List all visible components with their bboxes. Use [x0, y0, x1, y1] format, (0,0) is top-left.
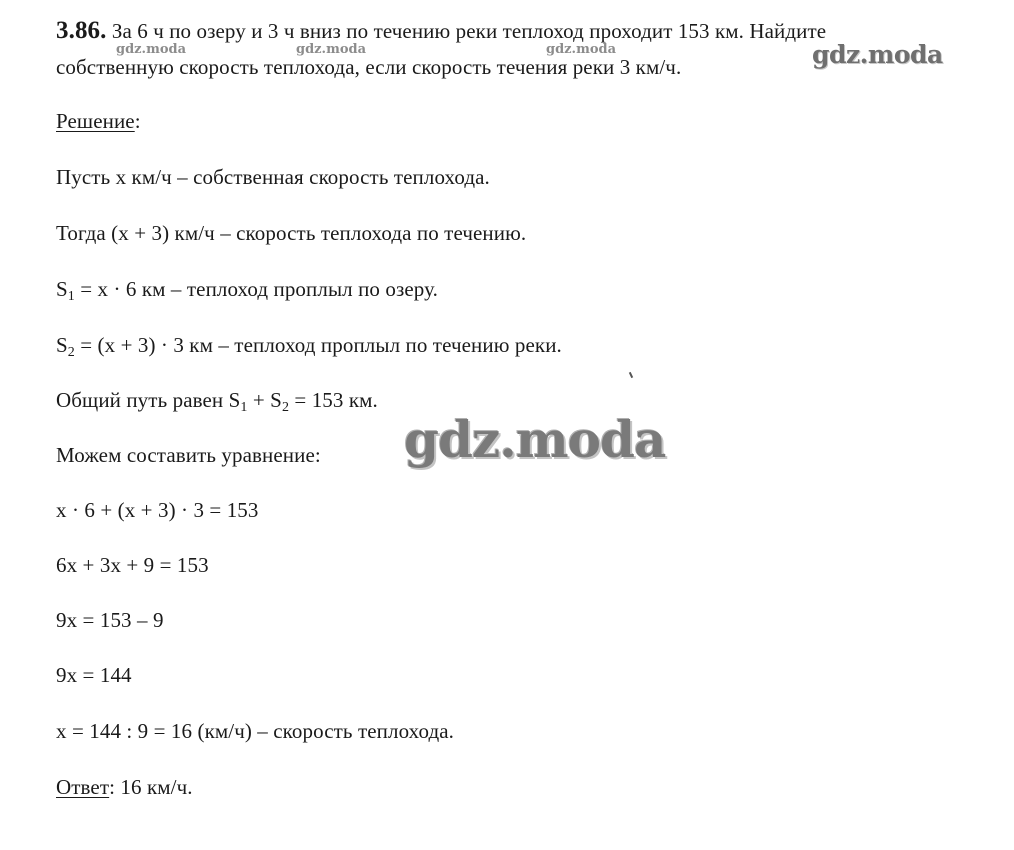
- scan-speck: [629, 372, 633, 378]
- answer-line: [56, 774, 193, 800]
- solution-heading: [56, 108, 141, 134]
- problem-text-1: За 6 ч по озеру и 3 ч вниз по течению реки теплоход проходит 153 км. Найдите: [111, 19, 827, 43]
- problem-text-2: собственную скорость теплохода, если скорость течения реки 3 км/ч.: [56, 55, 682, 79]
- s1-rest: = х · 6 км – теплоход проплыл по озеру.: [74, 277, 438, 301]
- s2-index: 2: [67, 345, 75, 360]
- solution-line-then: Тогда (х + 3) км/ч – скорость теплохода по течению.: [56, 221, 527, 245]
- total-index-2: 2: [281, 400, 290, 415]
- s2-letter: S: [56, 333, 68, 357]
- problem-number: 3.86.: [56, 17, 107, 44]
- problem-statement-line-2: [56, 54, 681, 80]
- solution-line-let: Пусть х км/ч – собственная скорость теплохода.: [56, 165, 490, 189]
- total-suffix: = 153 км.: [289, 388, 378, 412]
- s1-index: 1: [67, 289, 75, 304]
- watermark-small-1: gdz.moda: [116, 42, 187, 57]
- solution-line-equation-intro: Можем составить уравнение:: [56, 443, 321, 467]
- equation-step-2: 6х + 3х + 9 = 153: [56, 553, 209, 577]
- solution-line-s1: [56, 276, 438, 302]
- solution-line-s2: [56, 332, 562, 358]
- equation-step-3: 9х = 153 – 9: [56, 608, 164, 632]
- s2-rest: = (х + 3) · 3 км – теплоход проплыл по течению реки.: [74, 333, 562, 357]
- s1-letter: S: [56, 277, 68, 301]
- watermark-small-2: gdz.moda: [296, 42, 367, 57]
- watermark-medium: gdz.moda: [812, 40, 943, 69]
- total-prefix: Общий путь равен S: [56, 388, 241, 412]
- solution-heading-colon: :: [134, 109, 141, 133]
- equation-step-1: х · 6 + (х + 3) · 3 = 153: [56, 498, 259, 522]
- equation-step-5: х = 144 : 9 = 16 (км/ч) – скорость теплохода.: [56, 719, 454, 743]
- answer-value: 16 км/ч.: [115, 775, 193, 799]
- answer-colon: :: [109, 775, 116, 799]
- total-index-1: 1: [240, 400, 248, 415]
- equation-step-4: 9х = 144: [56, 663, 132, 687]
- problem-statement-line-1: [56, 18, 826, 44]
- watermark-large: gdz.moda: [404, 410, 666, 469]
- solution-heading-label: Решение: [56, 109, 135, 133]
- watermark-small-3: gdz.moda: [546, 42, 617, 57]
- answer-label: Ответ: [56, 775, 110, 799]
- total-mid: + S: [247, 388, 282, 412]
- solution-line-total: [56, 387, 378, 413]
